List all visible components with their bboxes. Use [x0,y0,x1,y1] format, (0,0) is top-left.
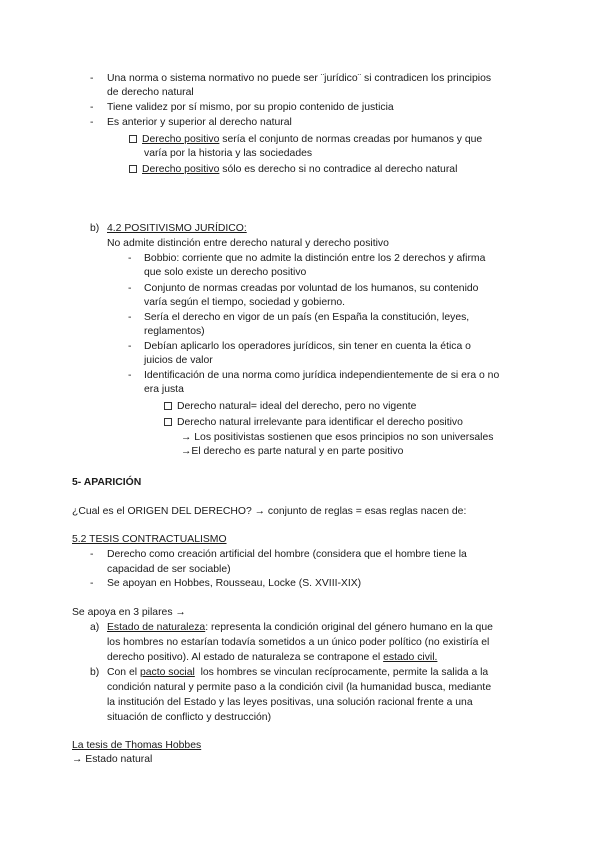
list-item: Se apoyan en Hobbes, Rousseau, Locke (S. XVIII-XIX) [107,578,362,589]
term-derecho-positivo: Derecho positivo [142,134,220,145]
checklist-item: Derecho natural irrelevante para identificar el derecho positivo [164,416,463,429]
bullet-dash: - [128,341,132,352]
term-derecho-positivo: Derecho positivo [142,164,220,175]
list-item: Debían aplicarlo los operadores jurídicos, sin tener en cuenta la ética o [144,341,471,352]
bullet-dash: - [90,549,94,560]
section-heading-hobbes: La tesis de Thomas Hobbes [72,740,202,751]
term-pacto-social: pacto social [139,667,195,678]
bullet-dash: - [90,73,94,84]
term-estado-civil: estado civil. [383,652,438,663]
list-item: Es anterior y superior al derecho natural [107,117,292,128]
checkbox[interactable] [164,418,172,426]
bullet-dash: - [128,370,132,381]
list-item: Identificación de una norma como jurídica independientemente de si era o no [144,370,500,381]
checklist-item: Derecho positivo sería el conjunto de normas creadas por humanos y que [129,133,482,146]
list-item: Con el pacto social los hombres se vinculan recíprocamente, permite la salida a la [107,667,489,678]
paragraph: Se apoya en 3 pilares → [72,607,186,618]
list-item: Sería el derecho en vigor de un país (en España la constitución, leyes, [144,312,470,323]
section-heading-tesis: 5.2 TESIS CONTRACTUALISMO [72,534,227,545]
bullet-dash: - [128,283,132,294]
list-marker: a) [90,622,100,633]
list-item-continuation: derecho positivo). Al estado de naturaleza se contrapone el estado civil. [107,652,438,663]
checkbox[interactable] [129,135,137,143]
list-item: Conjunto de normas creadas por voluntad de los humanos, su contenido [144,283,479,294]
bullet-dash: - [90,578,94,589]
list-item: Una norma o sistema normativo no puede ser ¨jurídico¨ si contradicen los principios [107,73,492,84]
checkbox[interactable] [164,402,172,410]
checkbox[interactable] [129,165,137,173]
list-item-continuation: era justa [144,384,184,395]
list-item: Estado de naturaleza: representa la condición original del género humano en la que [107,622,493,633]
list-item-continuation: condición natural y permite paso a la condición civil (la humanidad busca, mediante [107,682,492,693]
checklist-item-continuation: varía por la historia y las sociedades [144,148,313,159]
list-item-continuation: reglamentos) [144,326,205,337]
list-item: Derecho como creación artificial del hombre (considera que el hombre tiene la [107,549,467,560]
bullet-dash: - [128,253,132,264]
list-item-continuation: capacidad de ser sociable) [107,564,231,575]
arrow-note: →El derecho es parte natural y en parte positivo [181,446,404,457]
list-item-continuation: de derecho natural [107,87,194,98]
bullet-dash: - [128,312,132,323]
bullet-dash: - [90,117,94,128]
list-item-continuation: situación de conflicto y destrucción) [107,712,272,723]
paragraph: No admite distinción entre derecho natural y derecho positivo [107,238,389,249]
bullet-dash: - [90,102,94,113]
list-marker: b) [90,667,100,678]
list-item: Tiene validez por sí mismo, por su propio contenido de justicia [107,102,394,113]
list-item-continuation: la institución del Estado y las leyes positivas, una solución racional frente a una [107,697,473,708]
arrow-note: → Estado natural [72,754,153,765]
paragraph-question: ¿Cual es el ORIGEN DEL DERECHO? → conjunto de reglas = esas reglas nacen de: [72,506,467,517]
section-heading-positivismo: 4.2 POSITIVISMO JURÍDICO: [107,223,247,234]
checklist-item: Derecho natural= ideal del derecho, pero no vigente [164,400,416,413]
list-item-continuation: varía según el tiempo, sociedad y gobierno. [144,297,346,308]
checklist-item: Derecho positivo sólo es derecho si no contradice al derecho natural [129,163,457,176]
arrow-note: → Los positivistas sostienen que esos principios no son universales [181,432,494,443]
term-estado-naturaleza: Estado de naturaleza [107,622,206,633]
list-item: Bobbio: corriente que no admite la distinción entre los 2 derechos y afirma [144,253,486,264]
section-heading-aparicion: 5- APARICIÓN [72,477,142,488]
list-item-continuation: los hombres no estarían todavía sometidos a un único poder político (no existiría el [107,637,490,648]
list-item-continuation: que solo existe un derecho positivo [144,267,307,278]
list-item-continuation: juicios de valor [144,355,213,366]
section-marker: b) [90,223,100,234]
